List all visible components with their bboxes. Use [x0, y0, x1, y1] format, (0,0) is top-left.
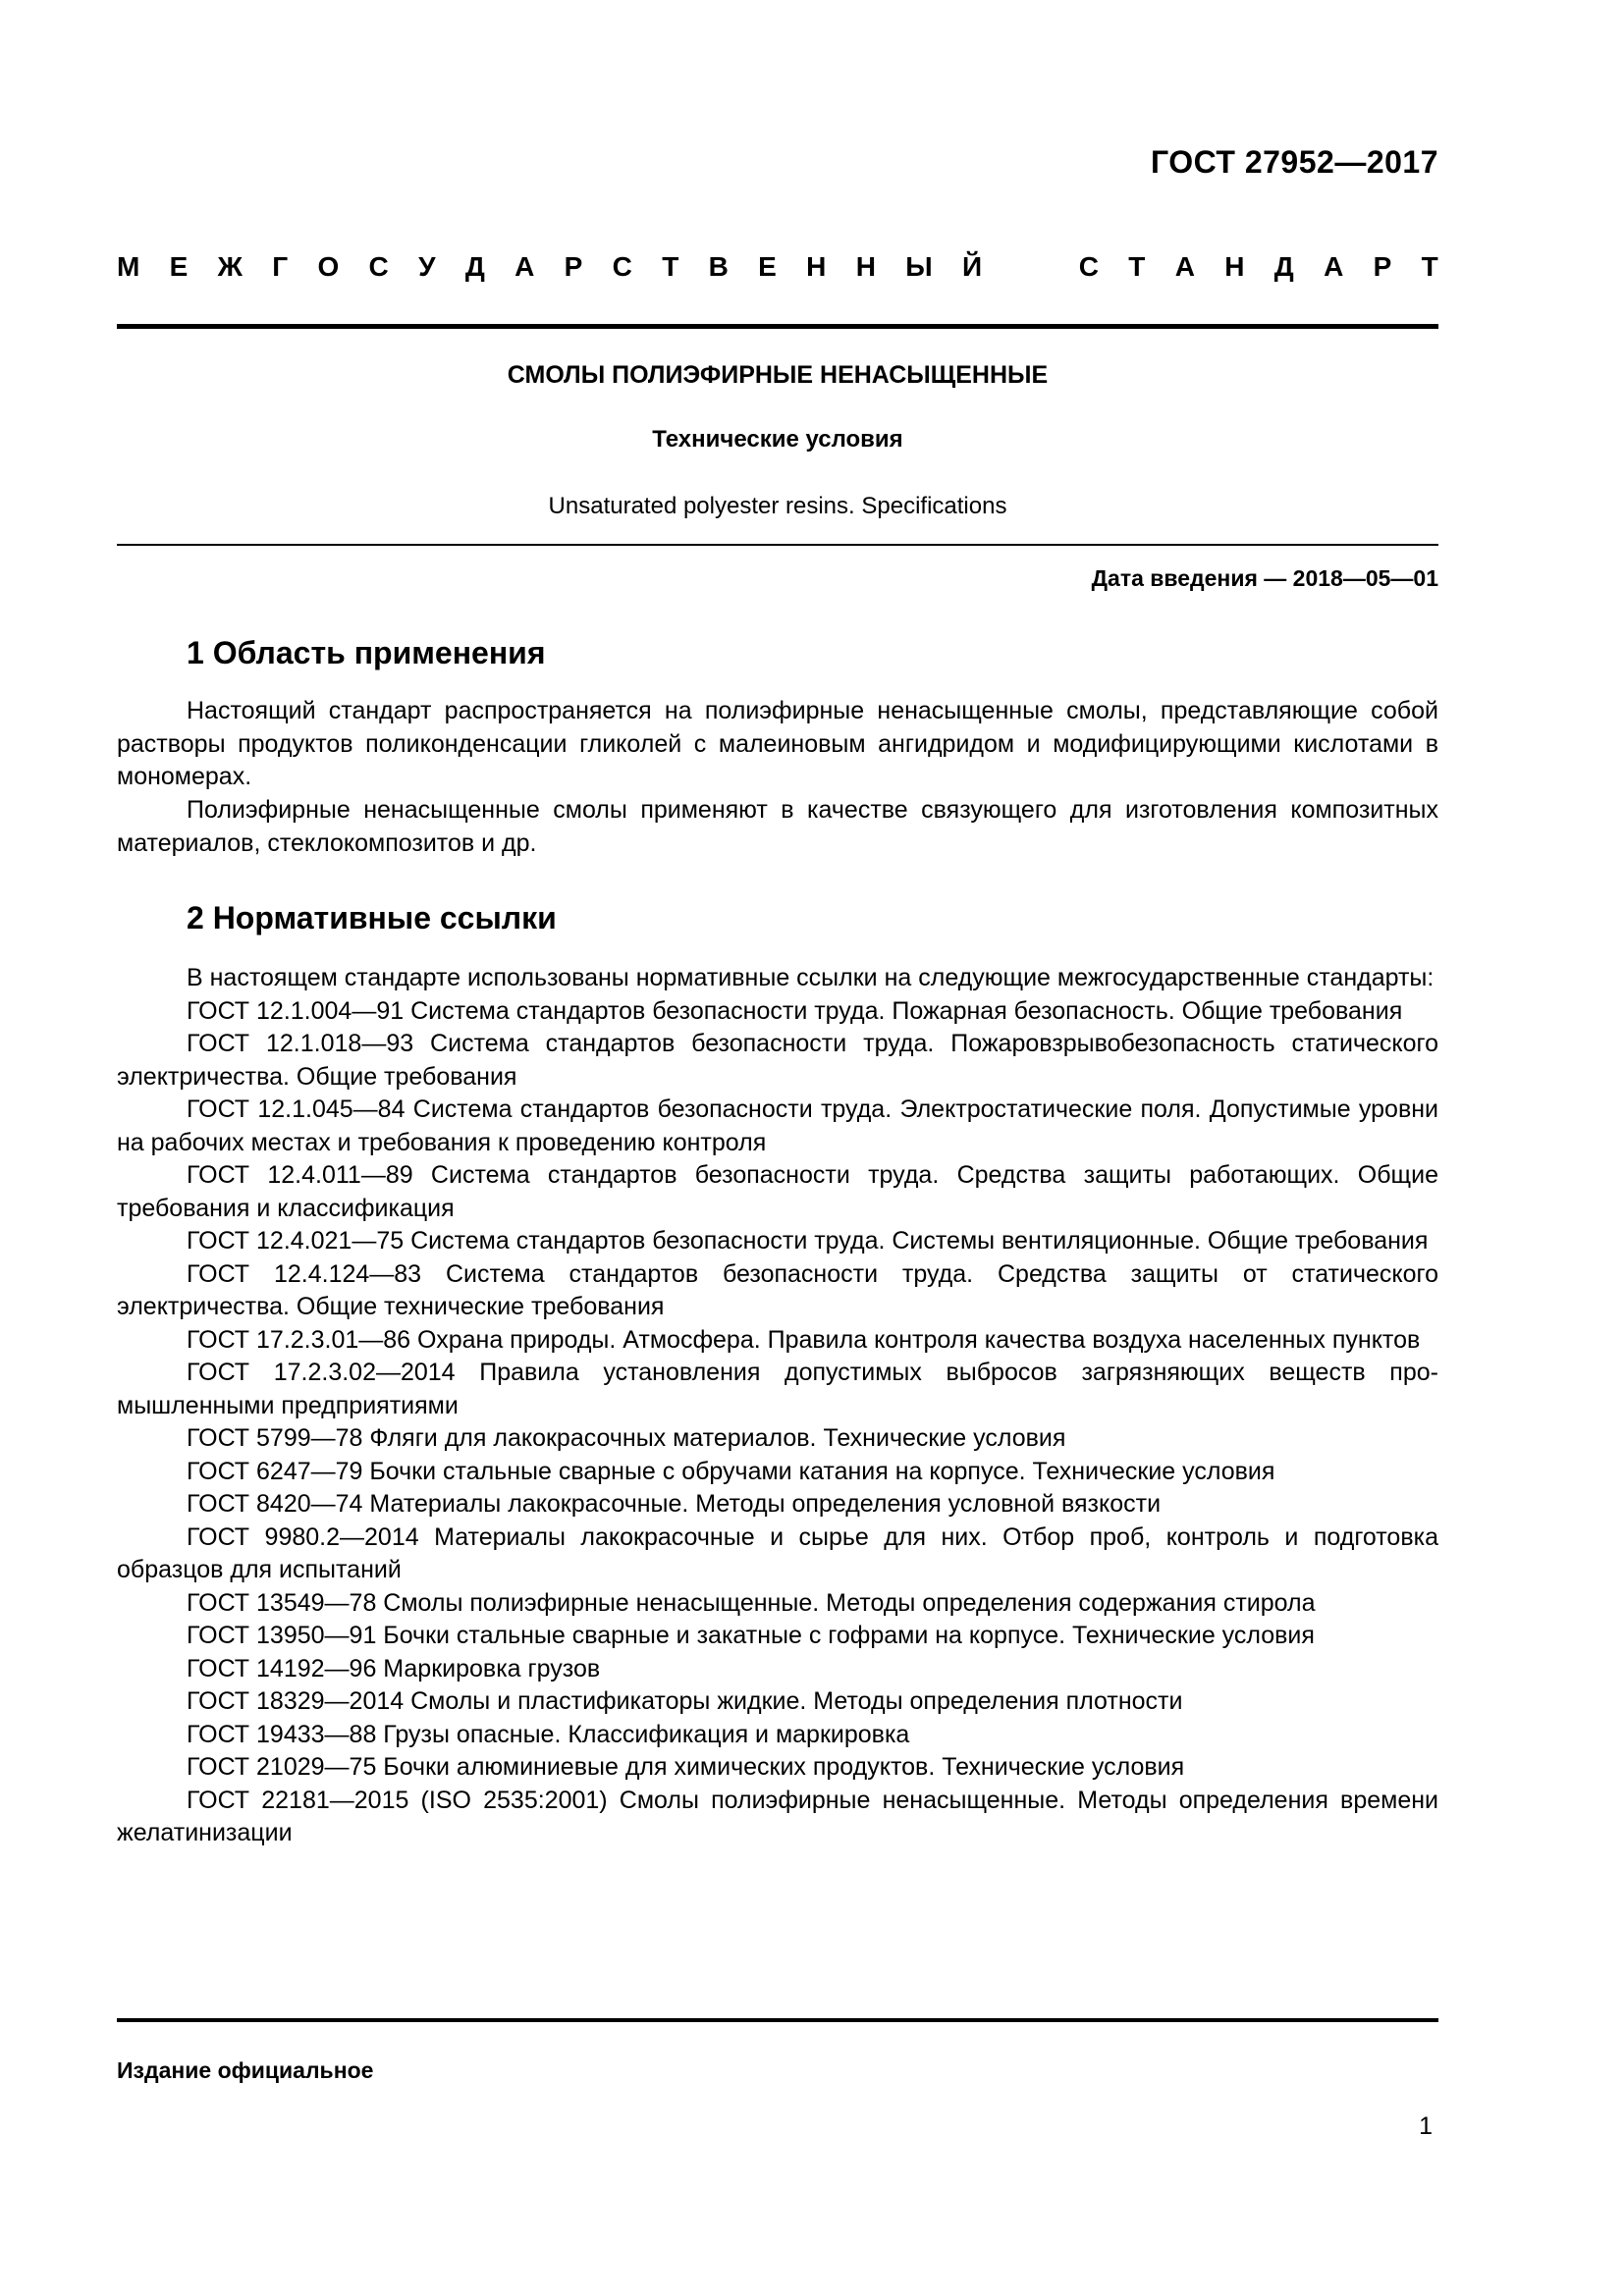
document-subtitle: Технические условия	[652, 426, 903, 453]
banner-letter: Ж	[217, 251, 243, 282]
banner-letter: Р	[1373, 251, 1392, 282]
banner-letter: С	[368, 251, 389, 282]
banner-letter: А	[514, 251, 535, 282]
banner-letter: Т	[662, 251, 679, 282]
banner-letter: Т	[1421, 251, 1438, 282]
reference-item: ГОСТ 18329—2014 Смолы и пластификаторы жидкие. Методы определения плотности	[187, 1687, 1183, 1715]
banner-letter: У	[418, 251, 436, 282]
banner-letter: Н	[855, 251, 876, 282]
document-number: ГОСТ 27952—2017	[1150, 144, 1438, 180]
section-1-paragraph-2: Полиэфирные ненасыщенные смолы применяют в качестве связующего для изготовления композитных материалов, стеклокомпозитов и др.	[117, 796, 1438, 857]
reference-item: ГОСТ 17.2.3.01—86 Охрана природы. Атмосфера. Правила контроля качества воздуха населенных пунктов	[187, 1325, 1421, 1354]
normative-references-list	[117, 962, 1438, 1850]
banner-letter: В	[708, 251, 729, 282]
document-title-english: Unsaturated polyester resins. Specifications	[548, 493, 1007, 519]
reference-item: ГОСТ 8420—74 Материалы лакокрасочные. Методы определения условной вязкости	[187, 1490, 1162, 1518]
footer-rule	[117, 2018, 1438, 2022]
banner-letter: Ы	[905, 251, 933, 282]
reference-item: ГОСТ 13549—78 Смолы полиэфирные ненасыщенные. Методы определения содержания стирола	[187, 1588, 1316, 1617]
reference-item: ГОСТ 12.4.021—75 Система стандартов безопасности труда. Системы вентиляционные. Общие требования	[187, 1227, 1429, 1255]
reference-item: ГОСТ 22181—2015 (ISO 2535:2001) Смолы полиэфирные ненасыщенные. Методы определения времени желатинизации	[117, 1786, 1438, 1846]
banner-letter: С	[612, 251, 632, 282]
banner-letter: А	[1174, 251, 1195, 282]
reference-item: ГОСТ 14192—96 Маркировка грузов	[187, 1654, 601, 1682]
banner-letter: Р	[564, 251, 583, 282]
official-edition-label: Издание официальное	[117, 2057, 374, 2083]
reference-item: ГОСТ 5799—78 Фляги для лакокрасочных материалов. Технические условия	[187, 1424, 1066, 1452]
banner-letter: Т	[1128, 251, 1146, 282]
banner-letter: О	[317, 251, 340, 282]
document-title: СМОЛЫ ПОЛИЭФИРНЫЕ НЕНАСЫЩЕННЫЕ	[507, 361, 1049, 389]
banner-letter: Н	[1224, 251, 1245, 282]
introduction-date: Дата введения — 2018—05—01	[1091, 565, 1438, 591]
section-1-heading: 1 Область применения	[187, 635, 546, 670]
header-rule	[117, 324, 1438, 329]
banner-letter: Е	[758, 251, 777, 282]
reference-item: ГОСТ 12.1.045—84 Система стандартов безопасности труда. Электростатические поля. Допустимые уровни на рабочих местах и требования к проведению контроля	[117, 1095, 1438, 1156]
banner-letter: Е	[169, 251, 189, 282]
banner-letter: Д	[1273, 251, 1294, 282]
reference-item: ГОСТ 17.2.3.02—2014 Правила установления допустимых выбросов загрязняющих веществ промышленными предприятиями	[117, 1359, 1438, 1419]
banner-letter: М	[117, 251, 140, 282]
section-1-paragraph-1: Настоящий стандарт распространяется на полиэфирные ненасыщенные смолы, представляющие собой растворы продуктов поликонденсации гликолей с малеиновым ангидридом и модифицирующими кислотами в мономерах.	[117, 697, 1438, 790]
banner-letter: Н	[806, 251, 827, 282]
title-rule	[117, 544, 1438, 546]
reference-item: ГОСТ 6247—79 Бочки стальные сварные с обручами катания на корпусе. Технические условия	[187, 1457, 1275, 1485]
standard-type-banner	[117, 247, 1438, 287]
banner-letter: Й	[961, 251, 983, 282]
reference-item: ГОСТ 12.1.018—93 Система стандартов безопасности труда. Пожаровзрывобезопасность статического электричества. Общие требования	[117, 1030, 1438, 1091]
document-page	[117, 0, 1438, 2296]
section-2-intro: В настоящем стандарте использованы нормативные ссылки на следующие межгосударственные стандарты:	[187, 964, 1435, 991]
section-2-heading: 2 Нормативные ссылки	[187, 900, 557, 935]
reference-item: ГОСТ 13950—91 Бочки стальные сварные и закатные с гофрами на корпусе. Технические условия	[187, 1622, 1315, 1649]
reference-item: ГОСТ 21029—75 Бочки алюминиевые для химических продуктов. Технические условия	[187, 1753, 1185, 1781]
reference-item: ГОСТ 12.1.004—91 Система стандартов безопасности труда. Пожарная безопасность. Общие требования	[187, 996, 1403, 1025]
banner-letter: Д	[464, 251, 485, 282]
reference-item: ГОСТ 19433—88 Грузы опасные. Классификация и маркировка	[187, 1720, 910, 1748]
reference-item: ГОСТ 9980.2—2014 Материалы лакокрасочные и сырье для них. Отбор проб, контроль и подготовка образцов для испытаний	[117, 1522, 1438, 1583]
reference-item: ГОСТ 12.4.124—83 Система стандартов безопасности труда. Средства защиты от статического электричества. Общие технические требования	[117, 1259, 1438, 1320]
banner-letter: Г	[272, 251, 289, 282]
page-number: 1	[1419, 2112, 1433, 2140]
reference-item: ГОСТ 12.4.011—89 Система стандартов безопасности труда. Средства защиты работающих. Общие требования и классификация	[117, 1161, 1438, 1222]
banner-letter: С	[1078, 251, 1099, 282]
banner-letter: А	[1324, 251, 1344, 282]
